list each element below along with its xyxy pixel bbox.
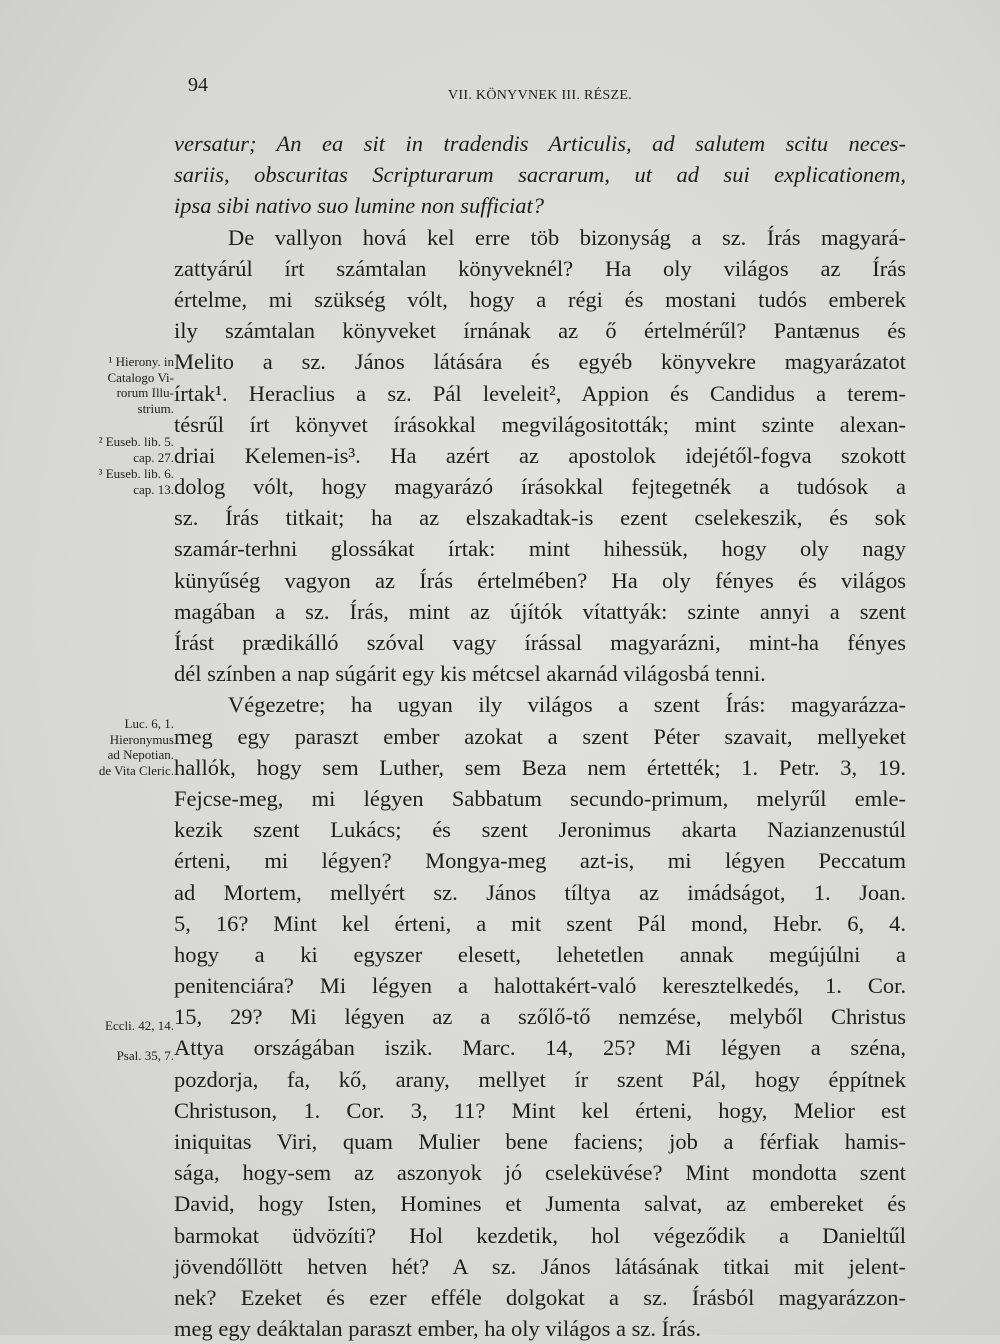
text-line: sága, hogy-sem az aszonyok jó cseleküvése? Mint mondotta szent [174,1160,906,1186]
margin-note-5 [64,1018,174,1034]
text-line: 15, 29? Mi légyen az a szőlő-tő nemzése, melyből Christus [174,1004,906,1030]
margin-note-line: Luc. 6, 1. [124,716,174,731]
text-line: ad Mortem, mellyért sz. János tíltya az imádságot, 1. Joan. [174,879,906,905]
text-line: 5, 16? Mint kel érteni, a mit szent Pál mond, Hebr. 6, 4. [174,910,906,936]
text-line: sz. Írás titkait; ha az elszakadtak-is ezent cselekeszik, és sok [174,505,906,531]
text-line: hallók, hogy sem Luther, sem Beza nem értették; 1. Petr. 3, 19. [174,754,906,780]
margin-note-line: cap. 13. [133,481,174,497]
margin-note-line: cap. 27. [133,449,174,465]
margin-note-line: ad Nepotian. [107,747,174,762]
text-line: De vallyon hová kel erre töb bizonyság a sz. Írás magyará- [228,224,906,250]
margin-note-3 [64,466,174,497]
margin-note-line: Hieronymus [109,731,174,747]
text-line: penitenciára? Mi légyen a halottakért-való keresztelkedés, 1. Cor. [174,973,906,999]
text-line: Írást prædikálló szóval vagy írással magyarázni, mint-ha fényes [174,630,906,655]
margin-note-line: strium. [137,400,174,416]
margin-note-1 [64,354,174,416]
margin-note-line: de Vita Cleric. [98,762,174,778]
text-line: írtak¹. Heraclius a sz. Pál leveleit², Appion és Candidus a terem- [174,380,906,406]
page-number: 94 [188,74,208,96]
text-line: Fejcse-meg, mi légyen Sabbatum secundo-primum, melyrűl emle- [174,785,906,811]
text-line: jövendőllött hetven hét? A sz. János látásának titkai mit jelent- [174,1253,906,1279]
text-line: Végezetre; ha ugyan ily világos a szent Írás: magyarázza- [228,692,906,718]
text-line: értelme, mi szükség vólt, hogy a régi és mostani tudós emberek [174,286,906,312]
text-line: versatur; An ea sit in tradendis Articulis, ad salutem scitu neces- [174,131,906,156]
text-line: kezik szent Lukács; és szent Jeronimus akarta Nazianzenustúl [174,817,906,843]
margin-note-line: Psal. 35, 7. [116,1048,174,1063]
text-line: künyűség vagyon az Írás értelmében? Ha oly fényes és világos [174,567,906,593]
margin-note-line: ¹ Hierony. in [108,354,174,369]
margin-note-4 [64,716,174,778]
running-title: VII. KÖNYVNEK III. RÉSZE. [448,88,633,103]
margin-note-2 [64,434,174,465]
text-line: pozdorja, fa, kő, arany, mellyet ír szent Pál, hogy éppítnek [174,1066,906,1092]
margin-note-line: Catalogo Vi- [107,369,174,385]
text-line: dolog vólt, hogy magyarázó írásokkal fejtegetnék a tudósok a [174,474,906,500]
margin-note-line: ³ Euseb. lib. 6. [98,466,174,481]
text-line: Melito a sz. János látására és egyéb könyvekre magyarázatot [174,349,906,375]
text-line: Attya országában iszik. Marc. 14, 25? Mi légyen a széna, [174,1035,906,1061]
text-line: sariis, obscuritas Scripturarum sacrarum, ut ad sui explicationem, [174,162,906,188]
text-line: szamár-terhni glossákat írtak: mint hihessük, hogy oly nagy [174,536,906,562]
text-line: ipsa sibi nativo suo lumine non sufficiat? [174,193,544,219]
text-line: magában a sz. Írás, mint az újítók vítattyák: szinte annyi a szent [174,598,906,624]
text-line: ily számtalan könyveket írnának az ő értelmérűl? Pantænus és [174,318,906,344]
text-line: David, hogy Isten, Homines et Jumenta salvat, az embereket és [174,1191,906,1217]
text-line: érteni, mi légyen? Mongya-meg azt-is, mi légyen Peccatum [174,848,906,874]
text-line: dél színben a nap súgárit egy kis métcsel akarnád világosbá tenni. [174,661,766,687]
text-line: hogy a ki egyszer elesett, lehetetlen annak megújúlni a [174,941,906,967]
text-line: tésrűl írt könyvet írásokkal megvilágositották; mint szinte alexan- [174,411,906,437]
margin-note-6 [64,1048,174,1064]
margin-note-line: ² Euseb. lib. 5. [98,434,174,449]
main-text-block [174,128,906,1344]
margin-note-line: Eccli. 42, 14. [105,1018,174,1033]
text-line: nek? Ezeket és ezer efféle dolgokat a sz. Írásból magyarázzon- [174,1284,906,1310]
text-line: meg egy paraszt ember azokat a szent Péter szavait, mellyeket [174,723,906,749]
margin-note-line: rorum Illu- [116,385,174,400]
text-line: driai Kelemen-is³. Ha azért az apostolok idejétől-fogva szokott [174,442,906,468]
text-line: zattyárúl írt számtalan könyveknél? Ha oly világos az Írás [174,255,906,281]
text-line: meg egy deáktalan paraszt ember, ha oly világos a sz. Írás. [174,1316,702,1342]
text-line: iniquitas Viri, quam Mulier bene faciens; job a férfiak hamis- [174,1129,906,1154]
text-line: barmokat üdvözíti? Hol kezdetik, hol végeződik a Danieltűl [174,1222,906,1248]
text-line: Christuson, 1. Cor. 3, 11? Mint kel érteni, hogy, Melior est [174,1097,906,1123]
